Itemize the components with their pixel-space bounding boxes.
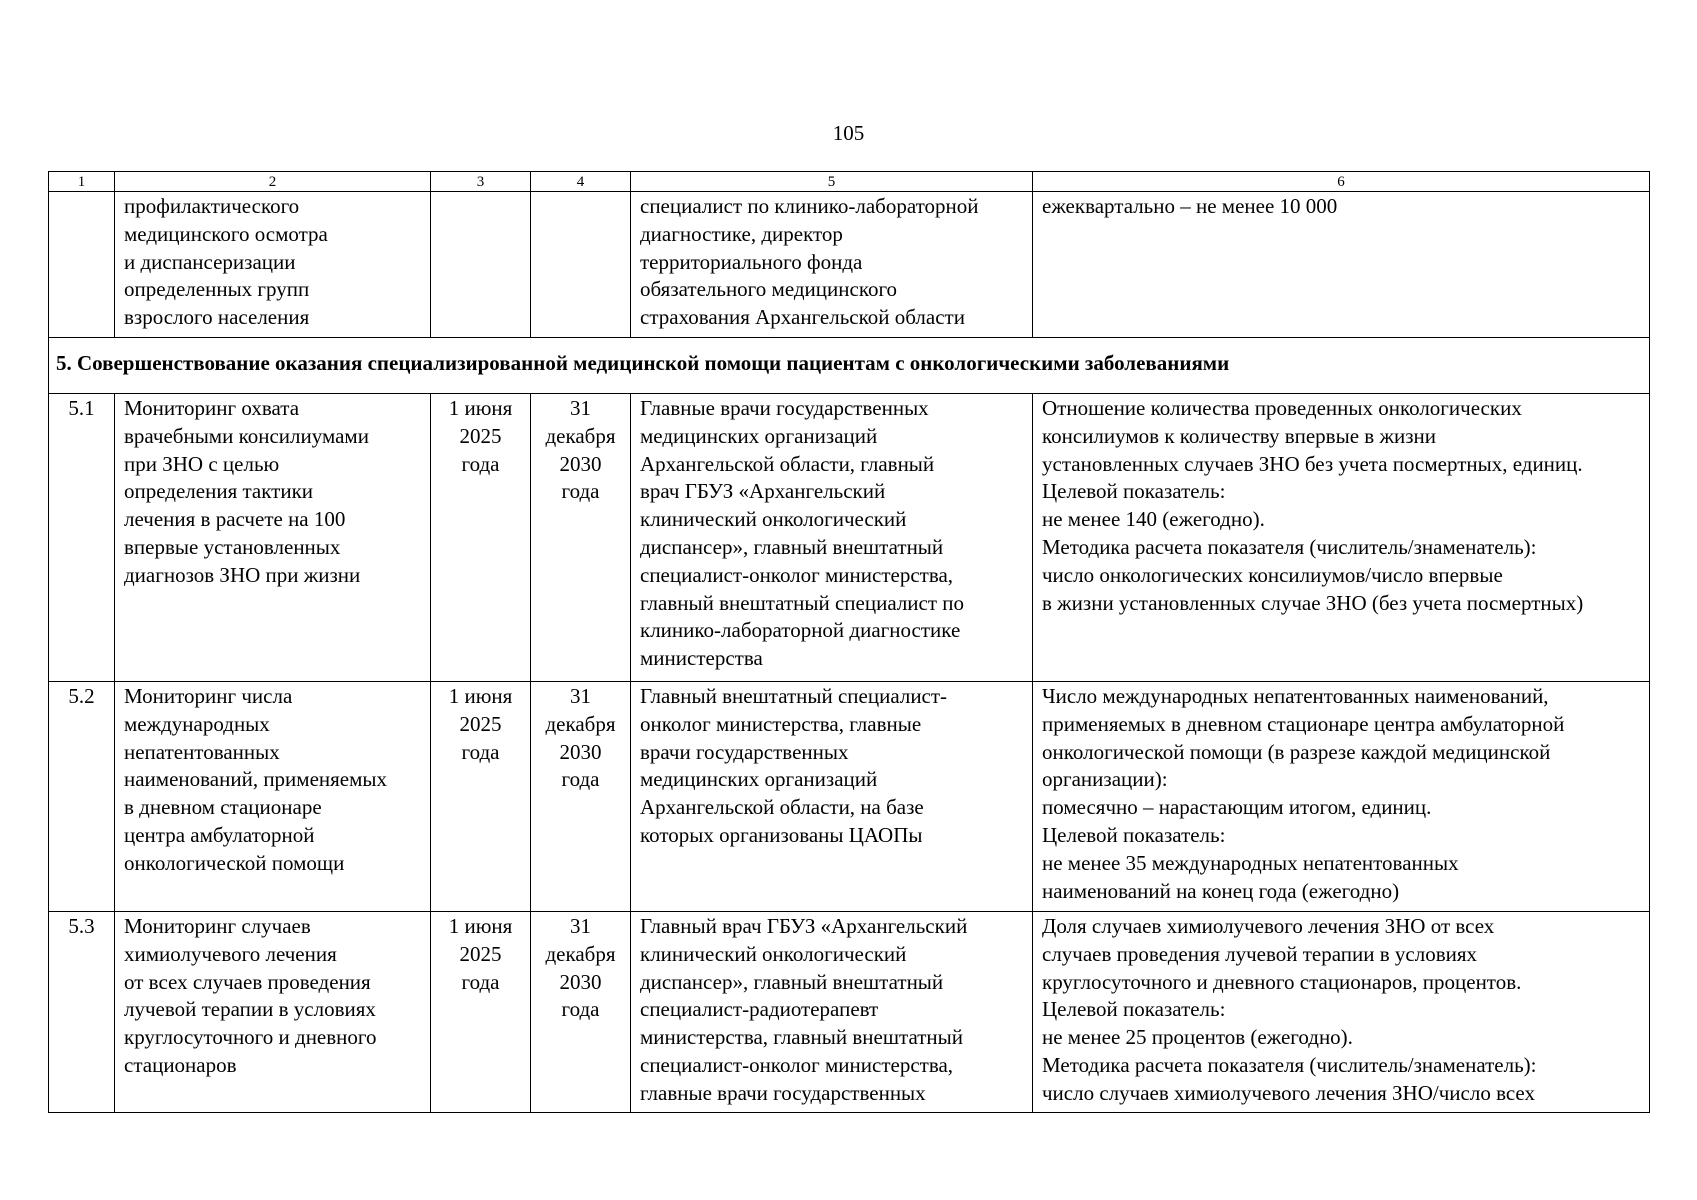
start-date-cell: 1 июня 2025 года <box>431 682 531 912</box>
section-heading: 5. Совершенствование оказания специализированной медицинской помощи пациентам с онкологическими заболеваниями <box>49 338 1650 394</box>
column-number-row <box>49 172 1650 192</box>
table-row <box>49 394 1650 682</box>
responsible-cell: специалист по клинико-лабораторной диагностике, директор территориального фонда обязательного медицинского страхования Архангельской области <box>631 192 1033 338</box>
start-date-cell: 1 июня 2025 года <box>431 912 531 1113</box>
column-number: 5 <box>631 172 1033 192</box>
indicator-cell: ежеквартально – не менее 10 000 <box>1033 192 1650 338</box>
start-date-cell <box>431 192 531 338</box>
table-row <box>49 912 1650 1113</box>
end-date-cell <box>531 192 631 338</box>
column-number: 4 <box>531 172 631 192</box>
start-date-cell: 1 июня 2025 года <box>431 394 531 682</box>
section-heading-row <box>49 338 1650 394</box>
end-date-cell: 31 декабря 2030 года <box>531 912 631 1113</box>
column-number: 2 <box>115 172 431 192</box>
responsible-cell: Главные врачи государственных медицинских организаций Архангельской области, главный врач ГБУЗ «Архангельский клинический онкологический диспансер», главный внештатный специалист-онколог министерства, главный внештатный специалист по клинико-лабораторной диагностике министерства <box>631 394 1033 682</box>
responsible-cell: Главный внештатный специалист- онколог министерства, главные врачи государственных медицинских организаций Архангельской области, на базе которых организованы ЦАОПы <box>631 682 1033 912</box>
column-number: 1 <box>49 172 115 192</box>
row-number-cell <box>49 192 115 338</box>
indicator-cell: Доля случаев химиолучевого лечения ЗНО от всех случаев проведения лучевой терапии в условиях круглосуточного и дневного стационаров, процентов. Целевой показатель: не менее 25 процентов (ежегодно). Методика расчета показателя (числитель/знаменатель): число случаев химиолучевого лечения ЗНО/число всех <box>1033 912 1650 1113</box>
column-number: 6 <box>1033 172 1650 192</box>
table-row <box>49 682 1650 912</box>
column-number: 3 <box>431 172 531 192</box>
indicator-cell: Число международных непатентованных наименований, применяемых в дневном стационаре центра амбулаторной онкологической помощи (в разрезе каждой медицинской организации): помесячно – нарастающим итогом, единиц. Целевой показатель: не менее 35 международных непатентованных наименований на конец года (ежегодно) <box>1033 682 1650 912</box>
end-date-cell: 31 декабря 2030 года <box>531 682 631 912</box>
indicator-cell: Отношение количества проведенных онкологических консилиумов к количеству впервые в жизни установленных случаев ЗНО без учета посмертных, единиц. Целевой показатель: не менее 140 (ежегодно). Методика расчета показателя (числитель/знаменатель): число онкологических консилиумов/число впервые в жизни установленных случае ЗНО (без учета посмертных) <box>1033 394 1650 682</box>
plan-table <box>48 171 1650 1113</box>
row-number-cell: 5.1 <box>49 394 115 682</box>
row-number-cell: 5.3 <box>49 912 115 1113</box>
row-number-cell: 5.2 <box>49 682 115 912</box>
activity-name-cell: Мониторинг охвата врачебными консилиумами при ЗНО с целью определения тактики лечения в расчете на 100 впервые установленных диагнозов ЗНО при жизни <box>115 394 431 682</box>
responsible-cell: Главный врач ГБУЗ «Архангельский клинический онкологический диспансер», главный внештатный специалист-радиотерапевт министерства, главный внештатный специалист-онколог министерства, главные врачи государственных <box>631 912 1033 1113</box>
page-number: 105 <box>832 121 865 145</box>
activity-name-cell: Мониторинг случаев химиолучевого лечения от всех случаев проведения лучевой терапии в условиях круглосуточного и дневного стационаров <box>115 912 431 1113</box>
activity-name-cell: профилактического медицинского осмотра и диспансеризации определенных групп взрослого населения <box>115 192 431 338</box>
continuation-row <box>49 192 1650 338</box>
end-date-cell: 31 декабря 2030 года <box>531 394 631 682</box>
activity-name-cell: Мониторинг числа международных непатентованных наименований, применяемых в дневном стационаре центра амбулаторной онкологической помощи <box>115 682 431 912</box>
